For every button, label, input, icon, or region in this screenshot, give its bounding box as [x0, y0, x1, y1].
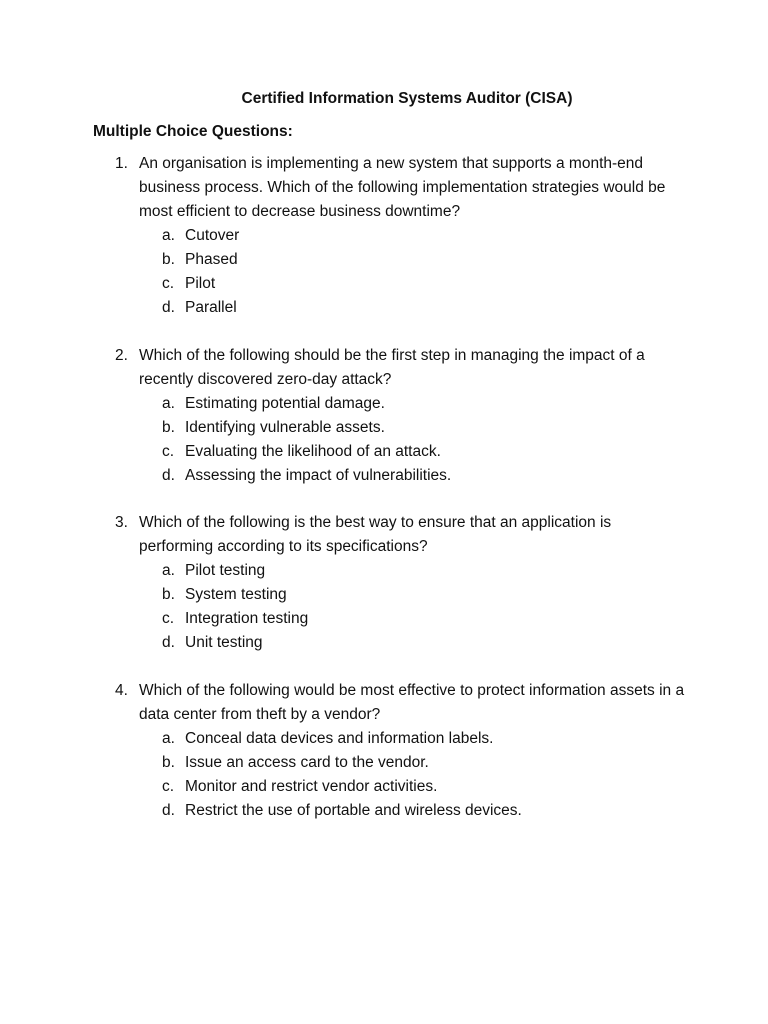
- option-a: [162, 224, 685, 248]
- option-text: Unit testing: [185, 634, 263, 651]
- option-text: Evaluating the likelihood of an attack.: [185, 443, 441, 460]
- option-letter: d.: [162, 299, 175, 316]
- option-letter: c.: [162, 610, 175, 627]
- section-heading: Multiple Choice Questions:: [93, 123, 293, 140]
- question-3: [115, 511, 685, 655]
- question-text: Which of the following is the best way to ensure that an application is performing according to its specifications?: [139, 514, 612, 555]
- option-list: [115, 392, 685, 488]
- option-text: Issue an access card to the vendor.: [185, 754, 429, 771]
- question-text: Which of the following should be the first step in managing the impact of a recently discovered zero-day attack?: [139, 347, 645, 388]
- option-d: [162, 296, 685, 320]
- option-letter: a.: [162, 395, 175, 412]
- option-letter: b.: [162, 419, 175, 436]
- question-stem: [115, 679, 685, 727]
- option-text: Phased: [185, 251, 238, 268]
- option-b: [162, 751, 685, 775]
- option-text: Monitor and restrict vendor activities.: [185, 778, 438, 795]
- question-number: 3.: [115, 514, 128, 531]
- option-list: [115, 559, 685, 655]
- question-number: 4.: [115, 682, 128, 699]
- option-a: [162, 727, 685, 751]
- option-text: Parallel: [185, 299, 237, 316]
- option-letter: a.: [162, 562, 175, 579]
- document-title: [0, 88, 768, 110]
- option-text: Restrict the use of portable and wireless devices.: [185, 802, 522, 819]
- option-letter: b.: [162, 251, 175, 268]
- option-c: [162, 607, 685, 631]
- question-2: [115, 344, 685, 488]
- document-title-text: Certified Information Systems Auditor (CISA): [241, 90, 573, 107]
- option-d: [162, 631, 685, 655]
- option-text: Conceal data devices and information labels.: [185, 730, 494, 747]
- question-text: Which of the following would be most effective to protect information assets in a data center from theft by a vendor?: [139, 682, 685, 723]
- option-text: Estimating potential damage.: [185, 395, 385, 412]
- question-number: 2.: [115, 347, 128, 364]
- option-text: System testing: [185, 586, 287, 603]
- option-letter: b.: [162, 586, 175, 603]
- question-4: [115, 679, 685, 823]
- option-text: Assessing the impact of vulnerabilities.: [185, 467, 452, 484]
- question-stem: [115, 511, 685, 559]
- option-text: Pilot testing: [185, 562, 266, 579]
- option-letter: a.: [162, 730, 175, 747]
- option-a: [162, 392, 685, 416]
- option-text: Identifying vulnerable assets.: [185, 419, 385, 436]
- question-text: An organisation is implementing a new system that supports a month-end business process. Which of the following implementation strategies would be most efficient to decrease business downtime?: [139, 155, 666, 220]
- option-b: [162, 583, 685, 607]
- option-letter: a.: [162, 227, 175, 244]
- question-number: 1.: [115, 155, 128, 172]
- option-a: [162, 559, 685, 583]
- option-list: [115, 224, 685, 320]
- option-c: [162, 272, 685, 296]
- question-stem: [115, 152, 685, 224]
- question-1: [115, 152, 685, 320]
- option-list: [115, 727, 685, 823]
- option-letter: b.: [162, 754, 175, 771]
- option-letter: c.: [162, 275, 175, 292]
- question-stem: [115, 344, 685, 392]
- option-c: [162, 440, 685, 464]
- option-c: [162, 775, 685, 799]
- option-letter: c.: [162, 778, 175, 795]
- option-d: [162, 464, 685, 488]
- option-text: Pilot: [185, 275, 216, 292]
- option-letter: d.: [162, 467, 175, 484]
- option-text: Integration testing: [185, 610, 309, 627]
- option-letter: d.: [162, 634, 175, 651]
- option-text: Cutover: [185, 227, 240, 244]
- option-letter: d.: [162, 802, 175, 819]
- option-b: [162, 416, 685, 440]
- option-letter: c.: [162, 443, 175, 460]
- option-b: [162, 248, 685, 272]
- option-d: [162, 799, 685, 823]
